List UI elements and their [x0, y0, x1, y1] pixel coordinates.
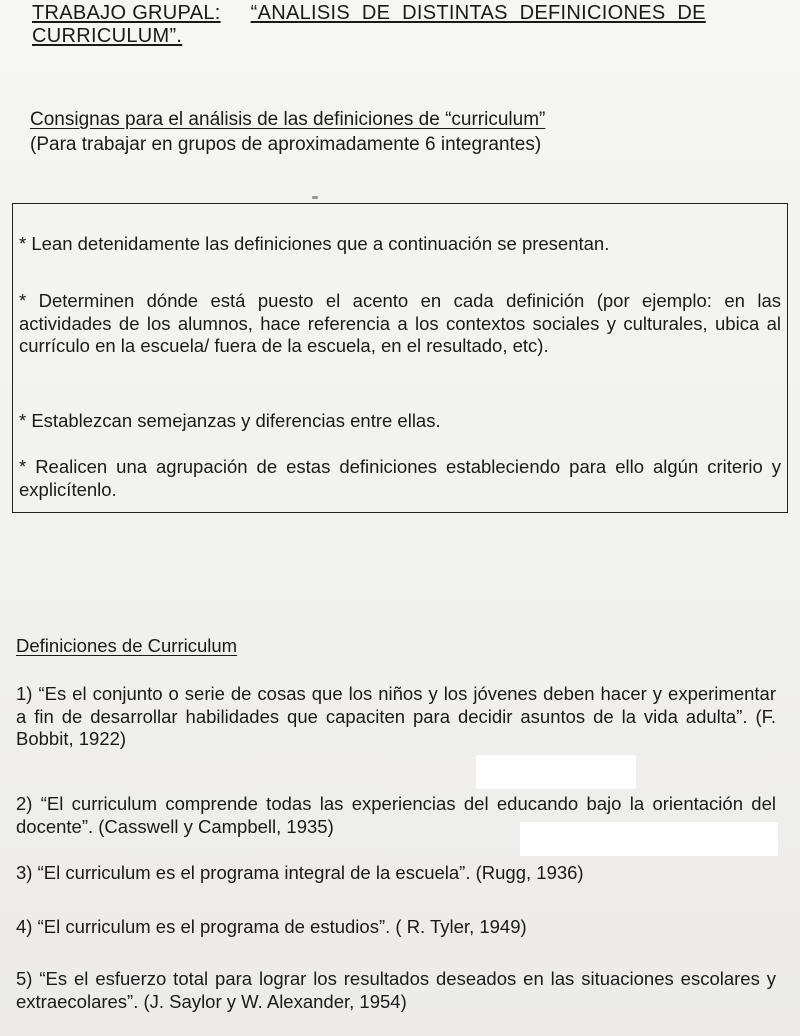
definition-item: 2) “El curriculum comprende todas las experiencias del educando bajo la orientación del docente”. (Casswell y Campbell, 1935) — [16, 793, 776, 837]
title-text-line1: “ANALISIS DE DISTINTAS DEFINICIONES DE — [250, 2, 706, 24]
title-label: TRABAJO GRUPAL: — [32, 2, 221, 24]
definition-item: 3) “El curriculum es el programa integral de la escuela”. (Rugg, 1936) — [16, 862, 584, 883]
definition-item: 1) “Es el conjunto o serie de cosas que los niños y los jóvenes deben hacer y experimentar a fin de desarrollar habilidades que capaciten para decidir asuntos de la vida adulta”. (F. Bobbit, 1922) — [16, 683, 776, 749]
instruction-item: * Realicen una agrupación de estas definiciones estableciendo para ello algún criterio y explicítenlo. — [19, 456, 781, 500]
document-title — [32, 2, 792, 48]
instruction-item: * Establezcan semejanzas y diferencias entre ellas. — [19, 410, 441, 431]
instruction-item: * Determinen dónde está puesto el acento en cada definición (por ejemplo: en las actividades de los alumnos, hace referencia a los contextos sociales y culturales, ubica al currículo en la escuela/ fuera de la escuela, en el resultado, etc). — [19, 290, 781, 356]
redaction-patch — [520, 822, 778, 856]
instruction-item: * Lean detenidamente las definiciones que a continuación se presentan. — [19, 233, 610, 254]
redaction-patch — [476, 755, 636, 789]
instructions-box — [12, 203, 788, 513]
title-text-line2: CURRICULUM”. — [32, 25, 183, 47]
definitions-heading: Definiciones de Curriculum — [16, 635, 238, 656]
definition-item: 5) “Es el esfuerzo total para lograr los resultados deseados en las situaciones escolares y extraecolares”. (J. Saylor y W. Alexander, 1954) — [16, 968, 776, 1012]
scan-speck — [312, 196, 318, 199]
definition-item: 4) “El curriculum es el programa de estudios”. ( R. Tyler, 1949) — [16, 916, 527, 937]
consignas-heading: Consignas para el análisis de las definiciones de “curriculum” — [30, 109, 546, 130]
consignas-subheading: (Para trabajar en grupos de aproximadamente 6 integrantes) — [30, 134, 542, 155]
